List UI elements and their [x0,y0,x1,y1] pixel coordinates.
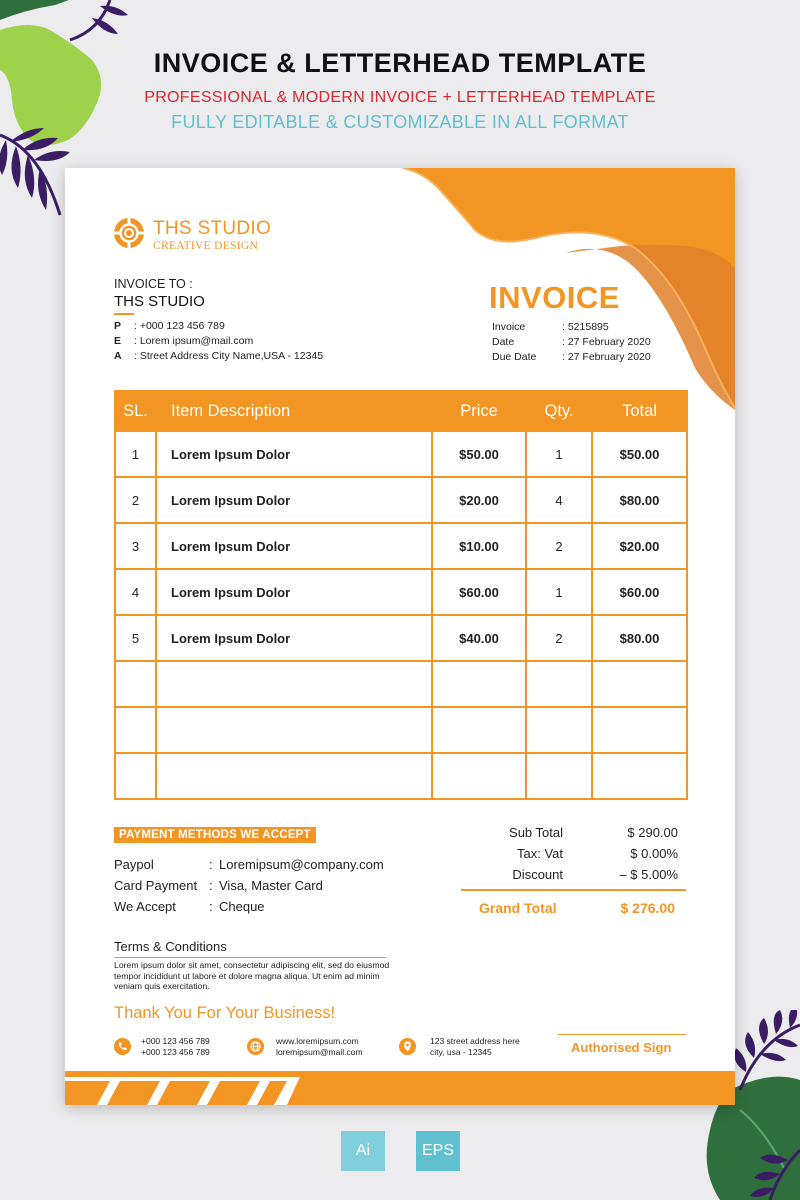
cell-total: $50.00 [592,431,687,477]
cell-price: $50.00 [432,431,526,477]
invoice-date-label: Date [492,336,515,348]
invoice-number-value: : 5215895 [562,321,609,333]
payment-key: We Accept [114,899,176,914]
cell-total: $80.00 [592,615,687,661]
footer-address [430,1036,520,1057]
brand-name: THS STUDIO [153,218,272,239]
terms-title: Terms & Conditions [114,939,227,954]
footer-web [276,1036,363,1057]
cell-price: $10.00 [432,523,526,569]
table-row [115,431,687,477]
divider [461,889,686,891]
cell-total: $80.00 [592,477,687,523]
table-row-empty [115,661,687,707]
col-sl: SL. [115,391,156,431]
tax-value: $ 0.00% [630,846,678,861]
cell-price: $20.00 [432,477,526,523]
cell-description: Lorem Ipsum Dolor [156,523,432,569]
invoice-date [492,336,651,348]
authorised-sign: Authorised Sign [571,1040,672,1055]
cell-price: $40.00 [432,615,526,661]
cell-description: Lorem Ipsum Dolor [156,615,432,661]
contact-email [114,335,253,347]
phone-value: : +000 123 456 789 [134,320,225,332]
payment-value: Loremipsum@company.com [219,857,384,872]
invoice-to-name: THS STUDIO [114,293,205,310]
tax-label: Tax: Vat [516,846,563,861]
cell-qty: 2 [526,523,592,569]
table-header-row [115,391,687,431]
footer-phone-2: +000 123 456 789 [141,1046,210,1057]
cell-sl: 1 [115,431,156,477]
due-date-label: Due Date [492,351,537,363]
grand-total-value: $ 276.00 [620,900,675,916]
footer-email: loremipsum@mail.com [276,1046,363,1057]
discount [485,867,685,882]
contact-address [114,350,323,362]
payment-row: Card Payment : Visa, Master Card [114,878,323,893]
col-description: Item Description [156,391,432,431]
address-key: A [114,350,122,362]
contact-phone [114,320,225,332]
payment-value: Cheque [219,899,265,914]
footer-address-1: 123 street address here [430,1036,520,1046]
invoice-number-label: Invoice [492,321,526,333]
cell-qty: 1 [526,569,592,615]
bottom-stripe-decoration [65,1071,735,1105]
divider [114,313,134,315]
table-row [115,477,687,523]
cell-sl: 4 [115,569,156,615]
cell-description: Lorem Ipsum Dolor [156,569,432,615]
items-table [114,390,688,800]
thank-you-message: Thank You For Your Business! [114,1004,336,1022]
payment-row: Paypol : Loremipsum@company.com [114,857,384,872]
address-value: : Street Address City Name,USA - 12345 [134,350,324,362]
discount-value: – $ 5.00% [619,867,678,882]
phone-icon [114,1038,131,1055]
invoice-document [65,168,735,1105]
phone-key: P [114,320,122,332]
invoice-title: INVOICE [489,280,620,315]
tax [485,846,685,861]
invoice-to-label: INVOICE TO : [114,277,193,291]
col-qty: Qty. [526,391,592,431]
globe-icon [247,1038,264,1055]
footer-phone-1: +000 123 456 789 [141,1036,210,1046]
discount-label: Discount [512,867,563,882]
cell-description: Lorem Ipsum Dolor [156,431,432,477]
table-row [115,523,687,569]
divider [114,957,386,958]
col-total: Total [592,391,687,431]
email-key: E [114,335,122,347]
cell-qty: 2 [526,615,592,661]
col-price: Price [432,391,526,431]
sub-total-value: $ 290.00 [627,825,678,840]
format-badge-eps: EPS [416,1131,460,1171]
table-row [115,615,687,661]
payment-row: We Accept : Cheque [114,899,265,914]
table-row [115,569,687,615]
cell-qty: 4 [526,477,592,523]
format-badge-ai: Ai [341,1131,385,1171]
logo-icon [113,217,145,249]
cell-sl: 2 [115,477,156,523]
page-subtitle-red: PROFESSIONAL & MODERN INVOICE + LETTERHEAD TEMPLATE [144,89,656,106]
table-row-empty [115,707,687,753]
cell-description: Lorem Ipsum Dolor [156,477,432,523]
location-icon [399,1038,416,1055]
email-value: : Lorem ipsum@mail.com [134,335,254,347]
cell-sl: 3 [115,523,156,569]
payment-value: Visa, Master Card [219,878,323,893]
cell-price: $60.00 [432,569,526,615]
table-row-empty [115,753,687,799]
payment-key: Card Payment [114,878,198,893]
terms-body: Lorem ipsum dolor sit amet, consectetur adipiscing elit, sed do eiusmod tempor incididunt ut labore et dolore magna aliqua. Ut enim ad minim veniam quis exercitation. [114,960,390,991]
payment-methods-badge: PAYMENT METHODS WE ACCEPT [114,827,316,843]
page-title: INVOICE & LETTERHEAD TEMPLATE [153,48,647,78]
invoice-date-value: : 27 February 2020 [562,336,651,348]
sub-total-label: Sub Total [509,825,563,840]
invoice-due-date [492,351,651,363]
grand-total [479,900,689,916]
cell-sl: 5 [115,615,156,661]
due-date-value: : 27 February 2020 [562,351,651,363]
cell-total: $20.00 [592,523,687,569]
payment-key: Paypol [114,857,154,872]
footer-phones [141,1036,210,1057]
grand-total-label: Grand Total [479,900,557,916]
brand-tagline: CREATIVE DESIGN [153,240,259,252]
footer-website: www.loremipsum.com [276,1036,359,1046]
cell-total: $60.00 [592,569,687,615]
cell-qty: 1 [526,431,592,477]
sub-total [485,825,685,840]
invoice-number [492,321,609,333]
footer-address-2: city, usa - 12345 [430,1046,492,1057]
page-subtitle-teal: FULLY EDITABLE & CUSTOMIZABLE IN ALL FORMAT [171,112,629,132]
signature-line [558,1034,686,1035]
